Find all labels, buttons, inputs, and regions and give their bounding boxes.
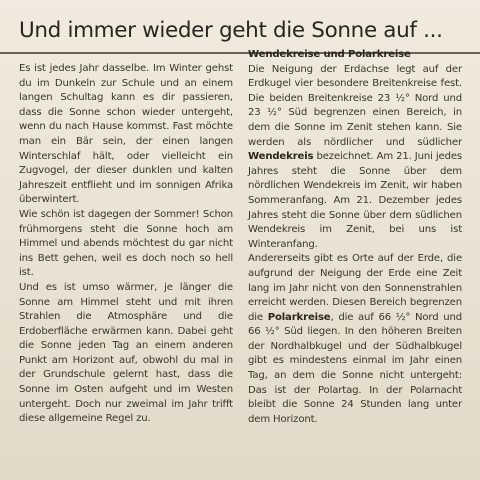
section-heading: Wendekreise und Polarkreise [248, 49, 411, 60]
right-paragraph-1-text-b: bezeichnet. Am 21. Juni jedes Jahres steht die Sonne über dem nördlichen Wendekreis im Zenit, wir haben Sommeranfang. Am 21. Dezember jedes Jahres steht die Sonne über dem südlichen Wendekreis im Zenit, bei uns ist Winteranfang. [248, 151, 462, 250]
right-paragraph-1 [248, 63, 462, 253]
term-polarkreise: Polarkreise [267, 311, 331, 323]
left-column [19, 62, 233, 427]
right-paragraph-2 [248, 252, 462, 427]
right-column [248, 48, 462, 427]
left-paragraph-3: Und es ist umso wärmer, je länger die Sonne am Himmel steht und mit ihren Strahlen die Atmosphäre und die Erdoberfläche erwärmen kann. Dabei geht die Sonne jeden Tag an einem anderen Punkt am Horizont auf, obwohl du mal in der Grundschule gelernt hast, dass die Sonne im Osten aufgeht und im Westen untergeht. Doch nur zweimal im Jahr trifft diese allgemeine Regel zu. [19, 281, 233, 425]
term-wendekreis: Wendekreis [248, 151, 314, 163]
page-title: Und immer wieder geht die Sonne auf ... [19, 18, 443, 43]
left-paragraph-1: Es ist jedes Jahr dasselbe. Im Winter gehst du im Dunkeln zur Schule und an einem langen Schultag kann es dir passieren, dass die Sonne schon wieder untergeht, wenn du nach Hause kommst. Fast möchte man ein Bär sein, der einen langen Winterschlaf hält, oder vielleicht ein Zugvogel, der dieser dunklen und kalten Jahreszeit entflieht und im sonnigen Afrika überwintert. [19, 63, 233, 206]
left-paragraph-2: Wie schön ist dagegen der Sommer! Schon frühmorgens steht die Sonne hoch am Himmel und abends möchtest du gar nicht ins Bett gehen, weil es doch noch so hell ist. [19, 208, 233, 279]
right-paragraph-1-text-a: Die Neigung der Erdachse legt auf der Erdkugel vier besondere Breitenkreise fest. Die beiden Breitenkreise 23 ½° Nord und 23 ½° Süd begrenzen einen Bereich, in dem die Sonne im Zenit stehen kann. Sie werden als nördlicher und südlicher [248, 63, 462, 148]
right-paragraph-2-text-b: , die auf 66 ½° Nord und 66 ½° Süd liegen. In den höheren Breiten der Nordhalbkugel und der Südhalbkugel gibt es mindestens einmal im Jahr einen Tag, an dem die Sonne nicht untergeht: Das ist der Polartag. In der Polarnacht bleibt die Sonne 24 Stunden lang unter dem Horizont. [248, 311, 462, 425]
right-paragraph-2-text-a: Andererseits gibt es Orte auf der Erde, die aufgrund der Neigung der Erde eine Zeit lang im Jahr nicht von den Sonnenstrahlen erreicht werden. Diesen Bereich begrenzen die [248, 253, 462, 323]
